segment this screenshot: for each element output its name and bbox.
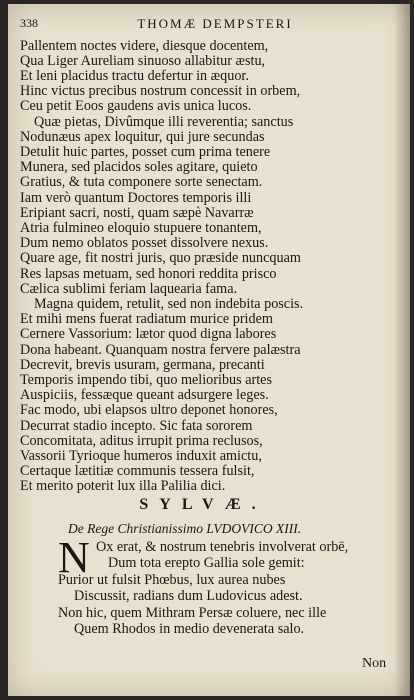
verse-line: Decrevit, brevis usuram, germana, precanti	[20, 357, 265, 373]
verse-line: Auspiciis, fessæque queant adsurgere leges.	[20, 387, 269, 403]
poem-line: Discussit, radians dum Ludovicus adest.	[74, 588, 303, 604]
verse-line: Munera, sed placidos soles agitare, quieto	[20, 159, 258, 175]
verse-line: Ceu petit Eoos gaudens avis unica lucos.	[20, 98, 252, 114]
verse-line: Certaque lætitiæ communis tessera fulsit,	[20, 463, 255, 479]
poem-line: Non hic, quem Mithram Persæ coluere, nec ille	[58, 605, 327, 621]
verse-line: Decurrat stadio incepto. Sic fata sororem	[20, 418, 253, 434]
verse-line: Dona habeant. Quanquam nostra fervere palæstra	[20, 342, 301, 358]
verse-line: Hinc victus precibus nostrum concessit in orbem,	[20, 83, 301, 99]
verse-line: Et mihi mens fuerat radiatum murice pridem	[20, 311, 273, 327]
verse-line: Temporis impendo tibi, quo melioribus artes	[20, 372, 272, 388]
verse-line: Res lapsas metuam, sed honori reddita prisco	[20, 266, 277, 282]
page-gutter-shadow	[394, 4, 410, 696]
catchword: Non	[362, 656, 387, 671]
verse-line: Vassorii Tyrioque humeros induxit amictu,	[20, 448, 262, 464]
verse-line: Et merito poterit lux illa Palilia dici.	[20, 478, 226, 494]
verse-line: Fac modo, ubi elapsos ultro deponet honores,	[20, 402, 278, 418]
verse-line: Dum nemo oblatos posset dissolvere nexus.	[20, 235, 269, 251]
verse-line: Qua Liger Aureliam sinuoso allabitur æstu,	[20, 53, 266, 69]
verse-line: Quæ pietas, Divûmque illi reverentia; sanctus	[34, 114, 294, 130]
verse-line: Quare age, fit nostri juris, quo præside nuncquam	[20, 250, 301, 266]
poem-subtitle: De Rege Christianissimo LVDOVICO XIII.	[68, 521, 302, 536]
poem-line: Ox erat, & nostrum tenebris involverat orbē,	[96, 539, 349, 555]
poem-line: Quem Rhodos in medio devenerata salo.	[74, 621, 305, 637]
verse-line: Iam verò quantum Doctores temporis illi	[20, 190, 252, 206]
verse-line: Cernere Vassorium: lætor quod digna labores	[20, 326, 277, 342]
running-title: THOMÆ DEMPSTERI	[137, 16, 293, 31]
verse-line: Nodunæus apex loquitur, qui jure secundas	[20, 129, 265, 145]
verse-line: Gratius, & tuta componere sorte senectam.	[20, 174, 263, 190]
verse-line: Et leni placidus tractu defertur in æquor.	[20, 68, 249, 84]
verse-line: Detulit huic partes, posset cum prima tenere	[20, 144, 271, 160]
book-page	[8, 4, 410, 696]
verse-line: Cælica sublimi feriam laquearia fama.	[20, 281, 238, 297]
verse-line: Atria fulmineo eloquio stupuere tonantem,	[20, 220, 262, 236]
drop-cap: N	[58, 533, 90, 582]
verse-line: Magna quidem, retulit, sed non indebita poscis.	[34, 296, 304, 312]
section-title: SYLVÆ.	[139, 496, 267, 513]
verse-line: Eripiant sacri, nosti, quam sæpè Navarræ	[20, 205, 254, 221]
page-header	[20, 16, 380, 32]
page-number: 338	[20, 16, 38, 30]
verse-line: Pallentem noctes videre, diesque docentem,	[20, 38, 269, 54]
poem-line: Dum tota erepto Gallia sole gemit:	[108, 555, 305, 571]
poem-line: Purior ut fulsit Phœbus, lux aurea nubes	[58, 572, 286, 588]
verse-line: Concomitata, aditus irrupit prima reclusos,	[20, 433, 263, 449]
